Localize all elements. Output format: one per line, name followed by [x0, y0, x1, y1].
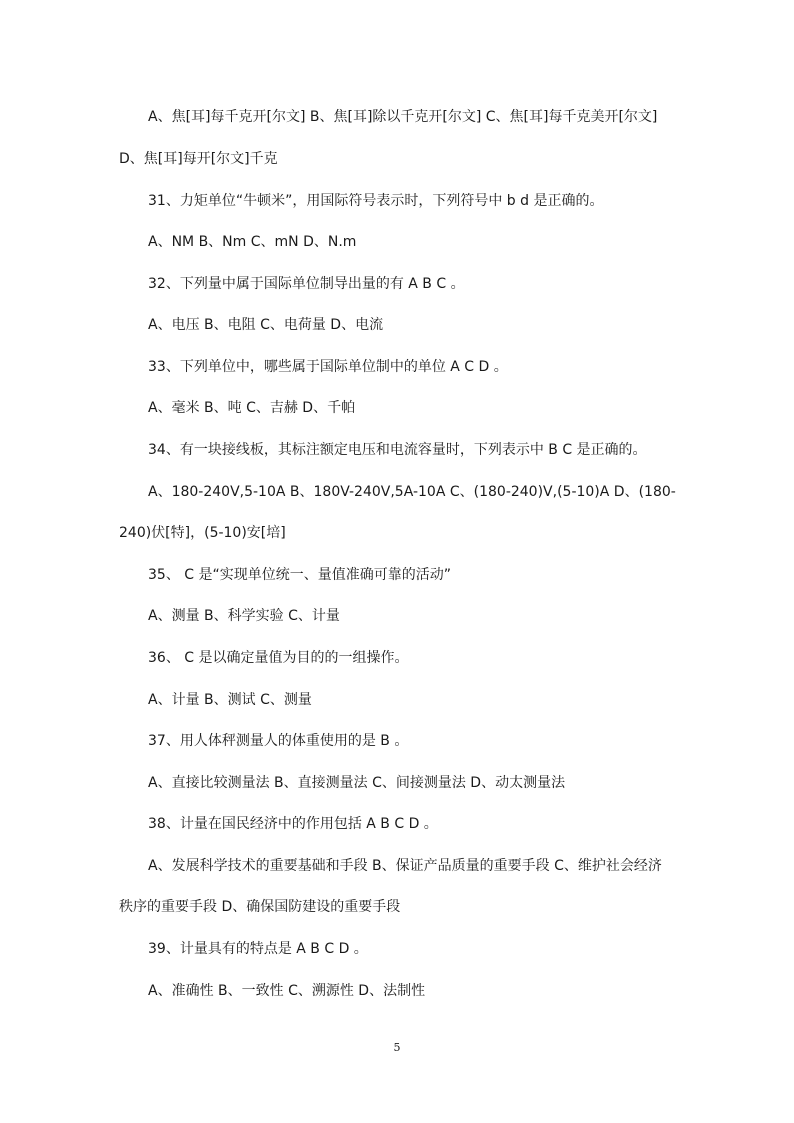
page-number: 5 [393, 1041, 401, 1054]
answer-options-38: A、发展科学技术的重要基础和手段 B、保证产品质量的重要手段 C、维护社会经济 [148, 858, 662, 874]
question-35: 35、 C 是“实现单位统一、量值准确可靠的活动” [148, 567, 451, 583]
answer-options-39: A、准确性 B、一致性 C、溯源性 D、法制性 [148, 983, 426, 999]
question-39: 39、计量具有的特点是 A B C D 。 [148, 941, 368, 957]
answer-options-35: A、测量 B、科学实验 C、计量 [148, 608, 340, 624]
question-38: 38、计量在国民经济中的作用包括 A B C D 。 [148, 816, 438, 832]
question-34: 34、有一块接线板，其标注额定电压和电流容量时，下列表示中 B C 是正确的。 [148, 442, 647, 458]
answer-options-32: A、电压 B、电阻 C、电荷量 D、电流 [148, 317, 384, 333]
answer-options-31: A、NM B、Nm C、mN D、N.m [148, 234, 357, 250]
answer-options-34-cont: 240)伏[特]，(5-10)安[培] [119, 525, 286, 541]
question-37: 37、用人体秤测量人的体重使用的是 B 。 [148, 733, 409, 749]
question-36: 36、 C 是以确定量值为目的的一组操作。 [148, 650, 409, 666]
answer-options-30-cont: D、焦[耳]每开[尔文]千克 [119, 151, 278, 167]
answer-options-34: A、180-240V,5-10A B、180V-240V,5A-10A C、(180-240)V,(5-10)A D、(180- [148, 484, 676, 500]
answer-options-38-cont: 秩序的重要手段 D、确保国防建设的重要手段 [119, 899, 401, 915]
answer-options-33: A、毫米 B、吨 C、吉赫 D、千帕 [148, 400, 356, 416]
answer-options-30: A、焦[耳]每千克开[尔文] B、焦[耳]除以千克开[尔文] C、焦[耳]每千克美开[尔文] [148, 109, 658, 125]
answer-options-36: A、计量 B、测试 C、测量 [148, 692, 312, 708]
question-31: 31、力矩单位“牛顿米”，用国际符号表示时，下列符号中 b d 是正确的。 [148, 193, 604, 209]
answer-options-37: A、直接比较测量法 B、直接测量法 C、间接测量法 D、动太测量法 [148, 775, 566, 791]
question-33: 33、下列单位中，哪些属于国际单位制中的单位 A C D 。 [148, 359, 508, 375]
question-32: 32、下列量中属于国际单位制导出量的有 A B C 。 [148, 276, 465, 292]
